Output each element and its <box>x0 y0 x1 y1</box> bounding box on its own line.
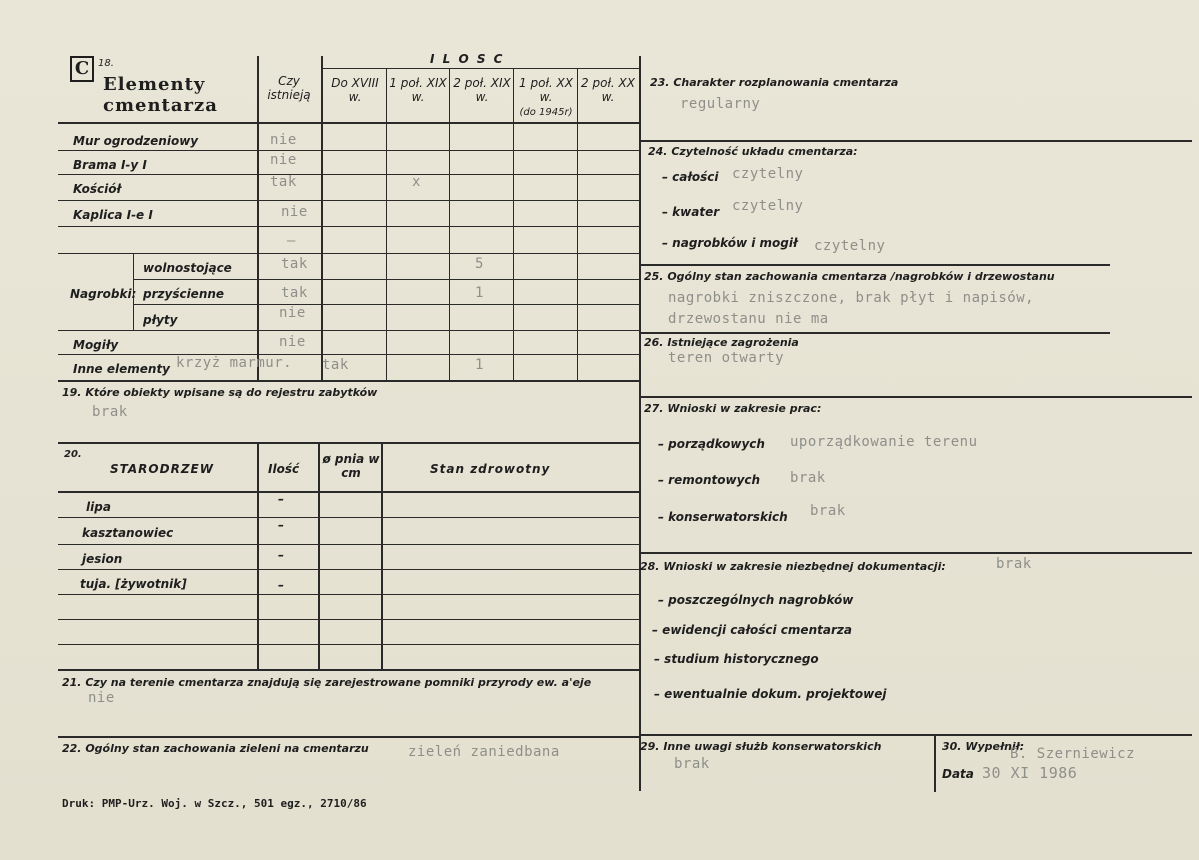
row-label-plyty: płyty <box>143 313 178 327</box>
s27-cleanup-value: uporządkowanie terenu <box>790 434 978 450</box>
tree-jesion-qty: – <box>278 548 284 562</box>
row-exists-kaplica: nie <box>281 204 308 220</box>
row-label-kaplica: Kaplica I-e I <box>73 208 153 222</box>
row-exists-kosciol: tak <box>270 174 297 190</box>
tree-kasztanowiec: kasztanowiec <box>82 526 174 540</box>
s24-kwater-label: – kwater <box>662 205 720 219</box>
s25-value-2: drzewostanu nie ma <box>668 311 829 327</box>
s24-whole-value: czytelny <box>732 166 804 182</box>
s27-repair-label: – remontowych <box>658 473 761 487</box>
s27-conserv-value: brak <box>810 503 846 519</box>
s26-value: teren otwarty <box>668 350 785 366</box>
tree-tuja: tuja. [żywotnik] <box>80 577 187 591</box>
section-number: 18. <box>98 58 114 69</box>
s20-col-tree: STARODRZEW <box>110 462 214 476</box>
row-exists-mogily: nie <box>279 334 306 350</box>
s24-whole-label: – całości <box>662 170 719 184</box>
row-qty-kosciol: x <box>412 174 421 190</box>
row-label-wolnostojace: wolnostojące <box>143 261 232 275</box>
s28-item-4: – ewentualnie dokum. projektowej <box>654 687 887 701</box>
ilosc-header: I L O S C <box>430 52 505 66</box>
s20-col-qty: Ilość <box>268 462 300 476</box>
s25-label: 25. Ogólny stan zachowania cmentarza /nagrobków i drzewostanu <box>644 270 1055 283</box>
row-label-kosciol: Kościół <box>73 182 121 196</box>
tree-kasztanowiec-qty: – <box>278 518 284 532</box>
s22-label: 22. Ogólny stan zachowania zieleni na cmentarzu <box>62 742 369 755</box>
row-label-brama: Brama I-y I <box>73 158 147 172</box>
tree-lipa: lipa <box>86 500 111 514</box>
s26-label: 26. Istniejące zagrożenia <box>644 336 799 349</box>
s28-item-3: – studium historycznego <box>654 652 819 666</box>
s28-item-1: – poszczególnych nagrobków <box>658 593 854 607</box>
s27-repair-value: brak <box>790 470 826 486</box>
s27-cleanup-label: – porządkowych <box>658 437 765 451</box>
s27-conserv-label: – konserwatorskich <box>658 510 788 524</box>
col-2p20-header: 2 poł. XX w. <box>581 76 635 104</box>
s20-col-diam: ø pnia w cm <box>322 452 380 480</box>
s24-graves-label: – nagrobków i mogił <box>662 236 798 250</box>
row-exists-empty: – <box>287 233 296 249</box>
s30-label: 30. Wypełnił: <box>942 740 1025 753</box>
s22-value: zieleń zaniedbana <box>408 744 560 760</box>
tree-jesion: jesion <box>82 552 123 566</box>
row-exists-inne: tak <box>322 357 349 373</box>
section-title-2: cmentarza <box>103 95 218 116</box>
row-label-mogily: Mogiły <box>73 338 119 352</box>
tree-lipa-qty: – <box>278 492 284 506</box>
s29-label: 29. Inne uwagi służb konserwatorskich <box>640 740 882 753</box>
row-exists-plyty: nie <box>279 305 306 321</box>
section-title-1: Elementy <box>103 74 206 95</box>
s30-value: B. Szerniewicz <box>1010 746 1136 762</box>
s23-label: 23. Charakter rozplanowania cmentarza <box>650 76 899 89</box>
tree-tuja-qty: – <box>278 578 284 592</box>
s30-date-label: Data <box>942 767 974 781</box>
col-1p20-note: (do 1945r) <box>519 107 573 118</box>
col-2p19-header: 2 poł. XIX w. <box>453 76 511 104</box>
row-label-inne: Inne elementy <box>73 362 171 376</box>
row-exists-wolnostojace: tak <box>281 256 308 272</box>
s21-label: 21. Czy na terenie cmentarza znajdują się zarejestrowane pomniki przyrody ew. a'eje <box>62 676 592 689</box>
col-do18-header: Do XVIII w. <box>331 76 379 104</box>
s28-item-2: – ewidencji całości cmentarza <box>652 623 852 637</box>
col-1p19-header: 1 poł. XIX w. <box>389 76 447 104</box>
row-qty-wolnostojace: 5 <box>475 256 484 272</box>
col-1p20-header: 1 poł. XX w. <box>519 76 573 104</box>
row-exists-mur: nie <box>270 132 297 148</box>
s28-value: brak <box>996 556 1032 572</box>
nagrobki-label: Nagrobki: <box>70 287 137 301</box>
s24-label: 24. Czytelność układu cmentarza: <box>648 145 858 158</box>
s30-date-value: 30 XI 1986 <box>982 764 1078 782</box>
row-qty-przyscienne: 1 <box>475 285 484 301</box>
s27-label: 27. Wnioski w zakresie prac: <box>644 402 822 415</box>
section-letter: C <box>70 56 94 82</box>
s21-value: nie <box>88 690 115 706</box>
inne-typed: krzyż marmur. <box>176 355 293 371</box>
row-label-przyscienne: przyścienne <box>143 287 225 301</box>
s20-col-health: Stan zdrowotny <box>430 462 551 476</box>
s24-graves-value: czytelny <box>814 238 886 254</box>
row-label-mur: Mur ogrodzeniowy <box>73 134 199 148</box>
row-exists-przyscienne: tak <box>281 285 308 301</box>
s29-value: brak <box>674 756 710 772</box>
s19-value: brak <box>92 404 128 420</box>
s20-number: 20. <box>64 449 82 460</box>
row-exists-brama: nie <box>270 152 297 168</box>
col-exists-header: Czy istnieją <box>267 74 311 102</box>
print-info: Druk: PMP-Urz. Woj. w Szcz., 501 egz., 2710/86 <box>62 797 367 810</box>
s23-value: regularny <box>680 96 761 112</box>
s19-label: 19. Które obiekty wpisane są do rejestru zabytków <box>62 386 378 399</box>
s28-label: 28. Wnioski w zakresie niezbędnej dokumentacji: <box>640 560 946 573</box>
s25-value-1: nagrobki zniszczone, brak płyt i napisów, <box>668 290 1035 306</box>
s24-kwater-value: czytelny <box>732 198 804 214</box>
row-qty-inne: 1 <box>475 357 484 373</box>
